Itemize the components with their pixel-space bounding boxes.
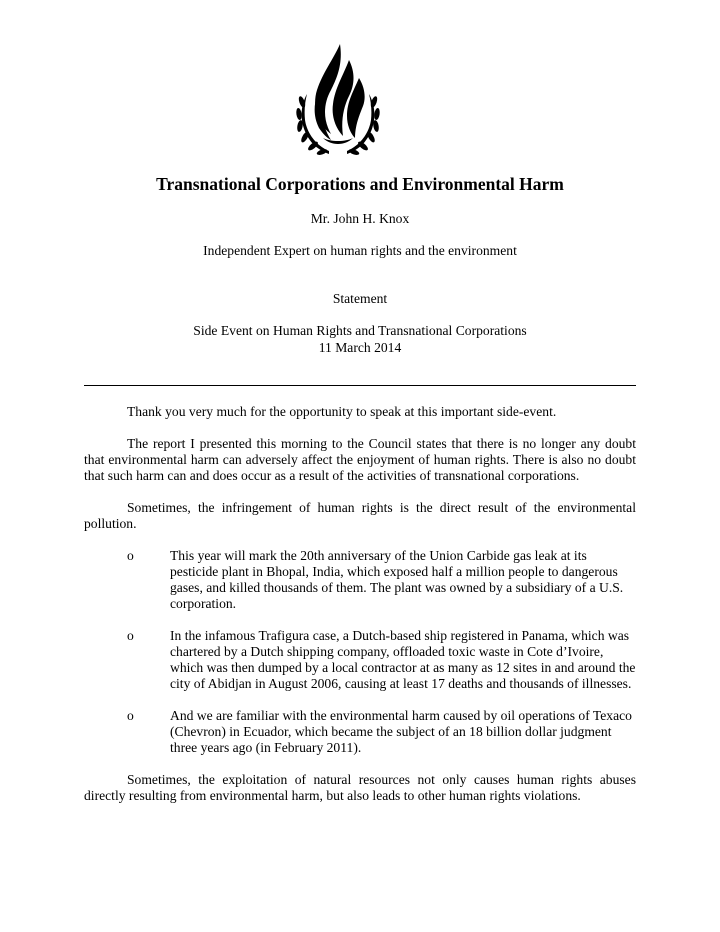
bullet-text: In the infamous Trafigura case, a Dutch-based ship registered in Panama, which was chartered by a Dutch shipping company, offloaded toxic waste in Cote d’Ivoire, which was then dumped by a local contractor at as many as 12 sites in and around the city of Abidjan in August 2006, causing at least 17 deaths and thousands of illnesses. [170,628,636,691]
event-date: 11 March 2014 [318,340,402,355]
bullet-marker: o [127,628,134,643]
bullet-marker: o [127,708,134,723]
paragraph-exploitation: Sometimes, the exploitation of natural resources not only causes human rights abuses directly resulting from environmental harm, but also leads to other human rights violations. [84,772,636,803]
horizontal-divider [84,385,636,386]
bullet-item-trafigura [84,628,636,692]
document-title: Transnational Corporations and Environmental Harm [156,174,564,194]
bullet-marker: o [127,548,134,563]
bullet-text: This year will mark the 20th anniversary of the Union Carbide gas leak at its pesticide plant in Bhopal, India, which exposed half a million people to dangerous gases, and killed thousands of them. The plant was owned by a subsidiary of a U.S. corporation. [170,548,624,611]
bullet-item-texaco [84,708,636,756]
document-type: Statement [332,291,388,306]
paragraph-infringement: Sometimes, the infringement of human rights is the direct result of the environmental pollution. [84,500,636,531]
author-role: Independent Expert on human rights and the environment [203,243,517,258]
author-name: Mr. John H. Knox [310,211,410,226]
paragraph-opening: Thank you very much for the opportunity to speak at this important side-event. [127,404,557,419]
event-name: Side Event on Human Rights and Transnational Corporations [193,323,527,338]
paragraph-report: The report I presented this morning to the Council states that there is no longer any doubt that environmental harm can adversely affect the enjoyment of human rights. There is also no doubt that such harm can and does occur as a result of the activities of transnational corporations. [84,436,636,483]
flame-wreath-icon [293,42,383,160]
un-human-rights-logo [293,42,383,160]
bullet-text: And we are familiar with the environmental harm caused by oil operations of Texaco (Chevron) in Ecuador, which became the subject of an 18 billion dollar judgment three years ago (in February 2011). [170,708,632,755]
statement-body [84,404,636,820]
bullet-item-bhopal [84,548,636,612]
